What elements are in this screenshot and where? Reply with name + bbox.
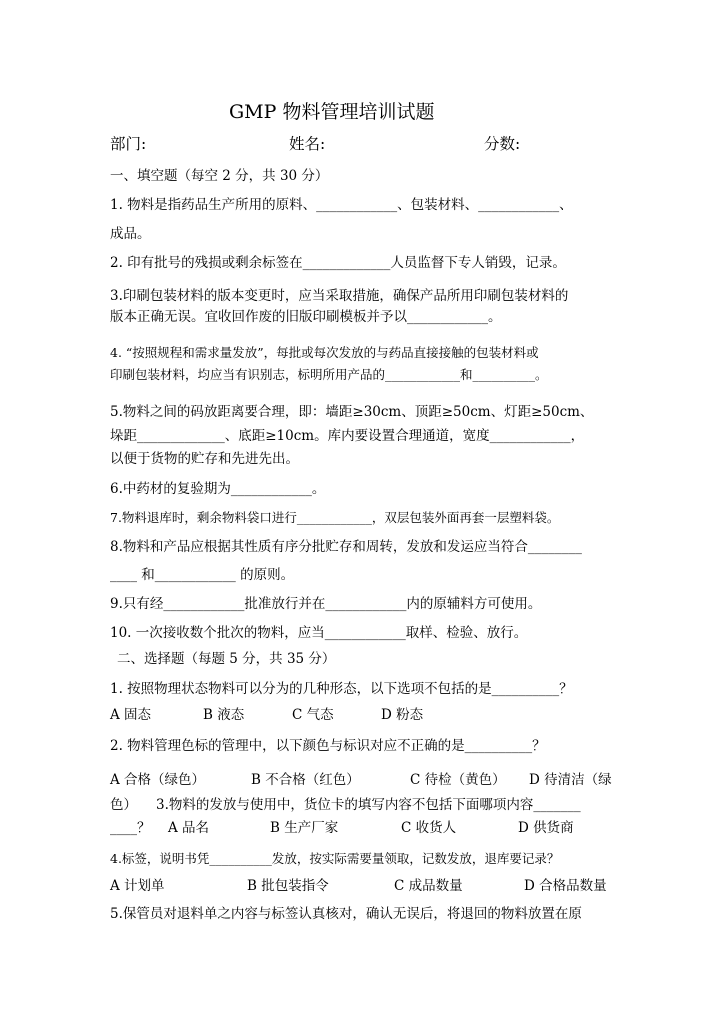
q2-line: 2. 印有批号的残损或剩余标签在_____________人员监督下专人销毁，记录。 xyxy=(110,255,566,271)
choice2-option-b: B 不合格（红色） xyxy=(251,772,360,788)
choice3-question: 3.物料的发放与使用中，货位卡的填写内容不包括下面哪项内容_______ xyxy=(156,797,581,813)
choice3-option-a: A 品名 xyxy=(168,820,210,836)
q1-line1: 1. 物料是指药品生产所用的原料、____________、包装材料、____________、 xyxy=(110,197,573,213)
choice4-option-b: B 批包装指令 xyxy=(247,878,329,894)
choice1-option-d: D 粉态 xyxy=(381,707,424,723)
q1-line2: 成品。 xyxy=(110,226,151,242)
q5-line3: 以便于货物的贮存和先进先出。 xyxy=(110,451,299,467)
choice5-question: 5.保管员对退料单之内容与标签认真核对，确认无误后，将退回的物料放置在原 xyxy=(110,906,582,922)
q5-line2: 垛距_____________、底距≥10cm。库内要设置合理通道，宽度____________， xyxy=(110,428,585,444)
q8-line1: 8.物料和产品应根据其性质有序分批贮存和周转，发放和发运应当符合________ xyxy=(110,539,582,555)
section2-title: 二、选择题（每题 5 分，共 35 分） xyxy=(117,651,336,667)
q8-line2: ____ 和____________ 的原则。 xyxy=(110,567,295,583)
choice4-option-c: C 成品数量 xyxy=(394,878,463,894)
choice4-option-a: A 计划单 xyxy=(110,878,165,894)
choice3-option-b: B 生产厂家 xyxy=(270,820,339,836)
q3-line1: 3.印刷包装材料的版本变更时，应当采取措施，确保产品所用印刷包装材料的 xyxy=(110,288,569,304)
choice3-option-c: C 收货人 xyxy=(401,820,457,836)
dept-label: 部门: xyxy=(110,135,147,153)
page-title: GMP 物料管理培训试题 xyxy=(229,101,435,123)
choice2-option-d: D 待清洁（绿 xyxy=(529,772,612,788)
q5-line1: 5.物料之间的码放距离要合理，即：墙距≥30cm、顶距≥50cm、灯距≥50cm、 xyxy=(110,404,594,420)
q6-line: 6.中药材的复验期为____________。 xyxy=(110,481,326,497)
choice3-option-d: D 供货商 xyxy=(518,820,574,836)
choice2-question: 2. 物料管理色标的管理中，以下颜色与标识对应不正确的是__________？ xyxy=(110,738,546,754)
q3-line2: 版本正确无误。宜收回作废的旧版印刷模板并予以____________。 xyxy=(110,309,502,325)
choice4-question: 4.标签，说明书凭__________发放，按实际需要量领取，记数发放，退库要记录？ xyxy=(110,851,560,866)
q4-line1: 4. “按照规程和需求量发放”，每批或每次发放的与药品直接接触的包装材料或 xyxy=(110,345,539,360)
choice1-question: 1. 按照物理状态物料可以分为的几种形态，以下选项不包括的是__________？ xyxy=(110,681,573,697)
choice2-option-c: C 待检（黄色） xyxy=(410,772,506,788)
choice2-option-a: A 合格（绿色） xyxy=(110,772,206,788)
q9-line: 9.只有经____________批准放行并在____________内的原辅料方可使用。 xyxy=(110,596,542,612)
q4-line2: 印刷包装材料，均应当有识别志，标明所用产品的____________和__________。 xyxy=(110,367,548,382)
q7-line: 7.物料退库时，剩余物料袋口进行____________，双层包装外面再套一层塑料袋。 xyxy=(110,510,560,525)
choice3-question-blank: ____？ xyxy=(110,820,151,836)
score-label: 分数: xyxy=(484,135,521,153)
choice4-option-d: D 合格品数量 xyxy=(524,878,607,894)
choice1-option-b: B 液态 xyxy=(203,707,245,723)
section1-title: 一、填空题（每空 2 分，共 30 分） xyxy=(110,168,329,184)
name-label: 姓名: xyxy=(289,135,326,153)
choice2-option-d-cont: 色） xyxy=(110,797,137,813)
q10-line: 10. 一次接收数个批次的物料，应当____________取样、检验、放行。 xyxy=(110,625,528,641)
choice1-option-a: A 固态 xyxy=(110,707,152,723)
choice1-option-c: C 气态 xyxy=(292,707,334,723)
